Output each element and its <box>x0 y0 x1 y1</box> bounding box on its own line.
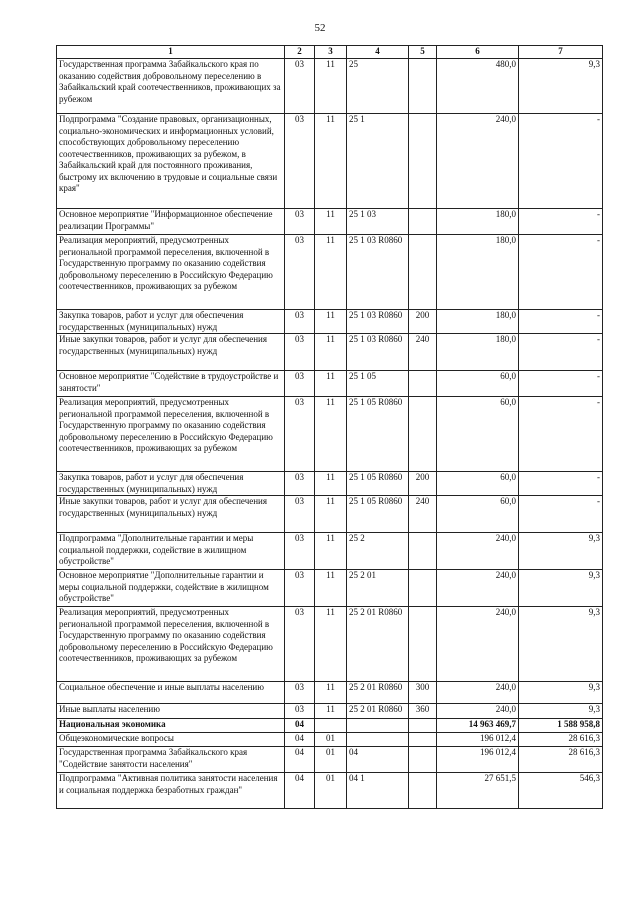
budget-table <box>56 45 603 809</box>
amount-actual-cell: - <box>519 472 603 496</box>
row-name-cell: Реализация мероприятий, предусмотренных региональной программой переселения, включенной в Государственную программу по оказанию содействия добровольному переселению в Российскую Федерацию соотечественников, проживающих за рубежом <box>57 235 285 310</box>
amount-plan-cell: 480,0 <box>437 59 519 114</box>
amount-actual-cell: - <box>519 310 603 334</box>
expense-type-cell <box>409 533 437 570</box>
expense-type-cell <box>409 209 437 235</box>
column-header: 1 <box>57 46 285 59</box>
subsection-code-cell: 11 <box>315 59 347 114</box>
column-header: 4 <box>347 46 409 59</box>
table-row <box>57 682 603 704</box>
row-name-cell: Общеэкономические вопросы <box>57 733 285 747</box>
expense-type-cell <box>409 235 437 310</box>
amount-plan-cell: 240,0 <box>437 570 519 607</box>
amount-actual-cell: 28 616,3 <box>519 747 603 773</box>
target-article-cell: 25 1 05 R0860 <box>347 397 409 472</box>
section-code-cell: 03 <box>285 310 315 334</box>
table-row <box>57 533 603 570</box>
target-article-cell: 04 <box>347 747 409 773</box>
amount-actual-cell: - <box>519 397 603 472</box>
row-name-cell: Реализация мероприятий, предусмотренных региональной программой переселения, включенной в Государственную программу по оказанию содействия добровольному переселению в Российскую Федерацию соотечественников, проживающих за рубежом <box>57 397 285 472</box>
table-row <box>57 59 603 114</box>
section-code-cell: 04 <box>285 733 315 747</box>
section-code-cell: 03 <box>285 114 315 209</box>
section-code-cell: 04 <box>285 747 315 773</box>
table-row <box>57 114 603 209</box>
amount-actual-cell: - <box>519 209 603 235</box>
subsection-code-cell: 11 <box>315 682 347 704</box>
table-row <box>57 704 603 719</box>
table-row <box>57 209 603 235</box>
row-name-cell: Подпрограмма "Создание правовых, организационных, социально-экономических и информационных условий, способствующих добровольному переселению соотечественников, проживающих за рубежом, в Забайкальский край для постоянного проживания, быстрому их включению в трудовые и социальные связи края" <box>57 114 285 209</box>
amount-actual-cell: - <box>519 371 603 397</box>
target-article-cell <box>347 719 409 733</box>
section-code-cell: 03 <box>285 397 315 472</box>
subsection-code-cell: 11 <box>315 704 347 719</box>
subsection-code-cell: 11 <box>315 209 347 235</box>
amount-plan-cell: 14 963 469,7 <box>437 719 519 733</box>
column-header: 5 <box>409 46 437 59</box>
row-name-cell: Иные закупки товаров, работ и услуг для обеспечения государственных (муниципальных) нужд <box>57 334 285 371</box>
section-code-cell: 03 <box>285 704 315 719</box>
table-row <box>57 607 603 682</box>
amount-plan-cell: 240,0 <box>437 682 519 704</box>
target-article-cell: 25 1 <box>347 114 409 209</box>
target-article-cell: 25 <box>347 59 409 114</box>
expense-type-cell <box>409 371 437 397</box>
table-header-row <box>57 46 603 59</box>
row-name-cell: Государственная программа Забайкальского края "Содействие занятости населения" <box>57 747 285 773</box>
amount-actual-cell: 9,3 <box>519 59 603 114</box>
expense-type-cell <box>409 397 437 472</box>
target-article-cell: 25 2 01 R0860 <box>347 682 409 704</box>
subsection-code-cell: 11 <box>315 371 347 397</box>
target-article-cell: 25 1 03 R0860 <box>347 235 409 310</box>
expense-type-cell <box>409 570 437 607</box>
row-name-cell: Иные выплаты населению <box>57 704 285 719</box>
row-name-cell: Национальная экономика <box>57 719 285 733</box>
row-name-cell: Подпрограмма "Дополнительные гарантии и меры социальной поддержки, содействие в жилищном обустройстве" <box>57 533 285 570</box>
amount-plan-cell: 180,0 <box>437 310 519 334</box>
row-name-cell: Основное мероприятие "Содействие в трудоустройстве и занятости" <box>57 371 285 397</box>
section-code-cell: 03 <box>285 59 315 114</box>
section-code-cell: 03 <box>285 682 315 704</box>
expense-type-cell: 240 <box>409 496 437 533</box>
subsection-code-cell: 11 <box>315 533 347 570</box>
table-row <box>57 235 603 310</box>
expense-type-cell: 240 <box>409 334 437 371</box>
target-article-cell: 25 1 03 R0860 <box>347 334 409 371</box>
table-row <box>57 397 603 472</box>
table-body <box>57 59 603 809</box>
expense-type-cell <box>409 733 437 747</box>
table-row <box>57 773 603 809</box>
target-article-cell: 25 1 03 R0860 <box>347 310 409 334</box>
amount-plan-cell: 180,0 <box>437 334 519 371</box>
section-code-cell: 03 <box>285 472 315 496</box>
column-header: 7 <box>519 46 603 59</box>
amount-plan-cell: 60,0 <box>437 371 519 397</box>
row-name-cell: Реализация мероприятий, предусмотренных региональной программой переселения, включенной в Государственную программу по оказанию содействия добровольному переселению в Российскую Федерацию соотечественников, проживающих за рубежом <box>57 607 285 682</box>
target-article-cell: 25 2 01 R0860 <box>347 704 409 719</box>
amount-actual-cell: - <box>519 334 603 371</box>
section-code-cell: 03 <box>285 235 315 310</box>
subsection-code-cell: 11 <box>315 472 347 496</box>
section-code-cell: 03 <box>285 570 315 607</box>
amount-actual-cell: 9,3 <box>519 570 603 607</box>
target-article-cell <box>347 733 409 747</box>
page-number: 52 <box>314 22 326 34</box>
target-article-cell: 04 1 <box>347 773 409 809</box>
subsection-code-cell: 11 <box>315 496 347 533</box>
amount-plan-cell: 240,0 <box>437 533 519 570</box>
table-row <box>57 371 603 397</box>
expense-type-cell <box>409 59 437 114</box>
table-row <box>57 496 603 533</box>
table-row <box>57 310 603 334</box>
section-code-cell: 03 <box>285 209 315 235</box>
expense-type-cell: 360 <box>409 704 437 719</box>
expense-type-cell <box>409 773 437 809</box>
expense-type-cell: 200 <box>409 472 437 496</box>
row-name-cell: Государственная программа Забайкальского края по оказанию содействия добровольному переселению в Забайкальский край соотечественников, проживающих за рубежом <box>57 59 285 114</box>
expense-type-cell <box>409 607 437 682</box>
expense-type-cell <box>409 747 437 773</box>
amount-plan-cell: 196 012,4 <box>437 747 519 773</box>
subsection-code-cell: 11 <box>315 310 347 334</box>
subsection-code-cell: 01 <box>315 747 347 773</box>
amount-actual-cell: 28 616,3 <box>519 733 603 747</box>
amount-plan-cell: 240,0 <box>437 114 519 209</box>
column-header: 3 <box>315 46 347 59</box>
amount-actual-cell: 546,3 <box>519 773 603 809</box>
amount-actual-cell: - <box>519 235 603 310</box>
amount-plan-cell: 196 012,4 <box>437 733 519 747</box>
amount-actual-cell: - <box>519 496 603 533</box>
target-article-cell: 25 2 01 R0860 <box>347 607 409 682</box>
target-article-cell: 25 2 <box>347 533 409 570</box>
table-row <box>57 719 603 733</box>
subsection-code-cell: 11 <box>315 570 347 607</box>
amount-plan-cell: 60,0 <box>437 397 519 472</box>
subsection-code-cell: 11 <box>315 397 347 472</box>
row-name-cell: Подпрограмма "Активная политика занятости населения и социальная поддержка безработных граждан" <box>57 773 285 809</box>
target-article-cell: 25 1 05 R0860 <box>347 496 409 533</box>
amount-actual-cell: 9,3 <box>519 533 603 570</box>
target-article-cell: 25 2 01 <box>347 570 409 607</box>
table-row <box>57 334 603 371</box>
section-code-cell: 03 <box>285 607 315 682</box>
section-code-cell: 03 <box>285 496 315 533</box>
target-article-cell: 25 1 05 R0860 <box>347 472 409 496</box>
section-code-cell: 04 <box>285 773 315 809</box>
table-row <box>57 570 603 607</box>
section-code-cell: 03 <box>285 371 315 397</box>
subsection-code-cell: 11 <box>315 114 347 209</box>
amount-actual-cell: 9,3 <box>519 704 603 719</box>
table-row <box>57 747 603 773</box>
row-name-cell: Иные закупки товаров, работ и услуг для обеспечения государственных (муниципальных) нужд <box>57 496 285 533</box>
expense-type-cell: 300 <box>409 682 437 704</box>
table-row <box>57 472 603 496</box>
amount-plan-cell: 180,0 <box>437 235 519 310</box>
amount-actual-cell: - <box>519 114 603 209</box>
subsection-code-cell: 11 <box>315 607 347 682</box>
subsection-code-cell <box>315 719 347 733</box>
amount-plan-cell: 60,0 <box>437 496 519 533</box>
column-header: 6 <box>437 46 519 59</box>
subsection-code-cell: 01 <box>315 733 347 747</box>
row-name-cell: Закупка товаров, работ и услуг для обеспечения государственных (муниципальных) нужд <box>57 310 285 334</box>
amount-actual-cell: 1 588 958,8 <box>519 719 603 733</box>
row-name-cell: Основное мероприятие "Информационное обеспечение реализации Программы" <box>57 209 285 235</box>
subsection-code-cell: 11 <box>315 235 347 310</box>
amount-plan-cell: 180,0 <box>437 209 519 235</box>
expense-type-cell: 200 <box>409 310 437 334</box>
amount-plan-cell: 27 651,5 <box>437 773 519 809</box>
table-row <box>57 733 603 747</box>
row-name-cell: Закупка товаров, работ и услуг для обеспечения государственных (муниципальных) нужд <box>57 472 285 496</box>
target-article-cell: 25 1 03 <box>347 209 409 235</box>
subsection-code-cell: 11 <box>315 334 347 371</box>
subsection-code-cell: 01 <box>315 773 347 809</box>
amount-plan-cell: 60,0 <box>437 472 519 496</box>
amount-actual-cell: 9,3 <box>519 607 603 682</box>
target-article-cell: 25 1 05 <box>347 371 409 397</box>
column-header: 2 <box>285 46 315 59</box>
amount-actual-cell: 9,3 <box>519 682 603 704</box>
amount-plan-cell: 240,0 <box>437 607 519 682</box>
row-name-cell: Социальное обеспечение и иные выплаты населению <box>57 682 285 704</box>
section-code-cell: 04 <box>285 719 315 733</box>
section-code-cell: 03 <box>285 334 315 371</box>
expense-type-cell <box>409 719 437 733</box>
row-name-cell: Основное мероприятие "Дополнительные гарантии и меры социальной поддержки, содействие в жилищном обустройстве" <box>57 570 285 607</box>
expense-type-cell <box>409 114 437 209</box>
amount-plan-cell: 240,0 <box>437 704 519 719</box>
section-code-cell: 03 <box>285 533 315 570</box>
